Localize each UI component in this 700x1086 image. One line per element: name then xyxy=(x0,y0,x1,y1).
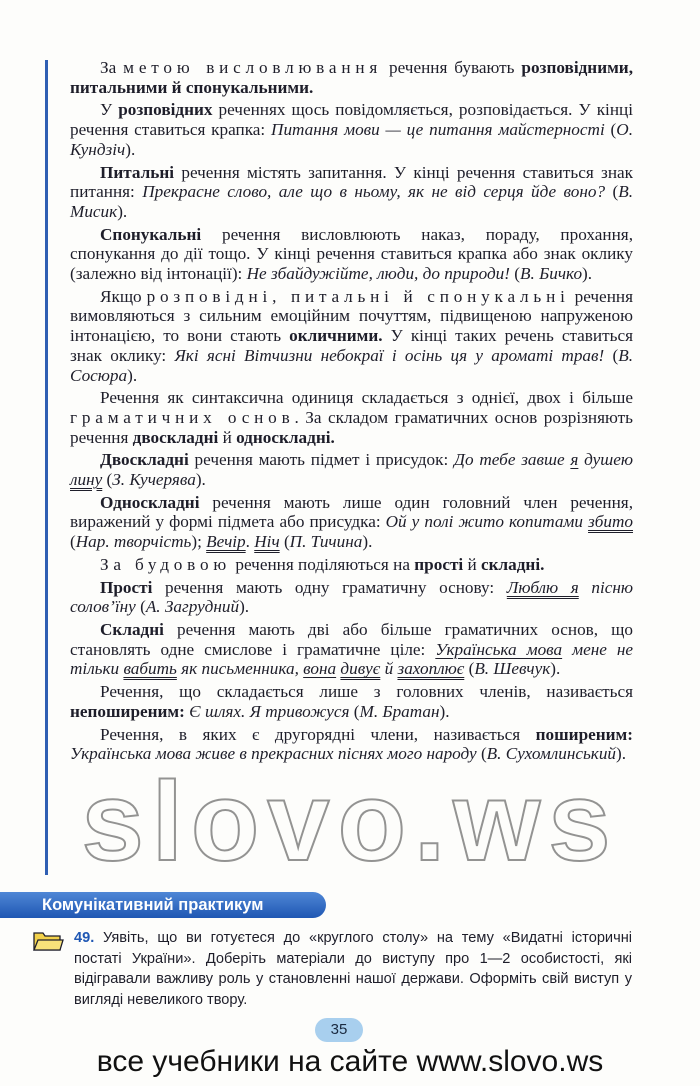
text-run: метою висловлювання xyxy=(123,58,383,77)
text-run: ). xyxy=(439,701,450,721)
footer-site-banner: все учебники на сайте www.slovo.ws xyxy=(96,1045,604,1078)
theory-paragraph xyxy=(70,287,633,386)
text-run: й xyxy=(218,427,237,447)
text-run: . За складом граматичних основ розрізняють речення xyxy=(70,407,633,447)
text-run: Якщо xyxy=(100,286,147,306)
text-run: дивує xyxy=(340,659,381,679)
text-run: А. Загрудний xyxy=(145,597,240,617)
text-run: речення висловлюють наказ, пораду, прохання, спонукання до дії тощо. У кінці речення ставиться крапка або знак оклику (залежно від інтонації): xyxy=(70,224,633,284)
text-run: захоплює xyxy=(397,659,465,679)
text-run: складні. xyxy=(480,554,545,574)
text-run: реченнях щось повідомляється, розповідається. У кінці речення ставиться крапка: xyxy=(70,100,633,140)
text-run: вабить xyxy=(123,659,177,679)
text-run: Українська мова живе в прекрасних піснях мого народу xyxy=(70,744,477,764)
text-run: двоскладні xyxy=(132,427,219,447)
text-run: як письменника, xyxy=(176,659,304,679)
text-run: За xyxy=(100,58,124,77)
theory-paragraph xyxy=(70,555,633,575)
text-run: речення вимовляються з сильним емоційним почуттям, підвищеною напруженою інтонацією, то вони стають xyxy=(70,286,633,346)
text-run: ( xyxy=(135,597,146,617)
theory-paragraph xyxy=(70,58,633,97)
text-run: У xyxy=(100,100,119,120)
text-run: граматичних основ xyxy=(70,407,295,427)
text-run: односкладні. xyxy=(236,427,335,447)
theory-paragraph xyxy=(70,450,633,489)
text-run: Прекрасне слово, але що в ньому, як не від серця йде воно? xyxy=(142,182,606,202)
theory-margin-bar xyxy=(45,60,48,875)
theory-paragraph xyxy=(70,578,633,617)
text-run: ). xyxy=(239,597,250,617)
text-run: О. Кундзіч xyxy=(70,120,633,159)
text-run: Речення, що складається лише з головних членів, називається xyxy=(100,682,633,702)
text-run: До тебе завше xyxy=(454,450,571,470)
text-run: ( xyxy=(349,701,360,721)
text-run: В. Мисик xyxy=(70,182,633,221)
text-run: Які ясні Вітчизни небокраї і осінь ця у ароматі трав! xyxy=(174,345,605,365)
text-run: Ой у полі жито копитами xyxy=(385,512,589,532)
text-run: Двоскладні xyxy=(100,450,189,470)
text-run: ( xyxy=(604,345,619,365)
text-run: речення мають одну граматичну основу: xyxy=(152,577,507,597)
text-run: непоширеним: xyxy=(70,701,185,721)
text-run: П. Тичина xyxy=(289,532,363,552)
theory-paragraph xyxy=(70,493,633,552)
theory-paragraph xyxy=(70,163,633,222)
text-run: душею xyxy=(578,450,633,470)
text-run: ( xyxy=(510,264,521,284)
text-run: й xyxy=(380,659,398,679)
text-run: . xyxy=(245,532,255,552)
text-run: Питання мови — це питання майстерності xyxy=(271,120,605,140)
text-run: ( xyxy=(102,470,113,490)
text-run: ). xyxy=(582,264,593,284)
text-run: ( xyxy=(279,532,290,552)
text-run: В. Шевчук xyxy=(474,659,551,679)
section-banner-title: Комунікативний практикум xyxy=(42,896,264,914)
folder-icon xyxy=(32,929,64,953)
text-run: Прості xyxy=(100,577,153,597)
text-run: лину xyxy=(70,470,103,490)
text-run: ( xyxy=(70,532,76,552)
text-run: речення мають дві або більше граматичних основ, що становлять одне смислове і граматичне ціле: xyxy=(70,619,633,659)
text-run: З. Кучерява xyxy=(112,470,196,490)
text-run: поширеним: xyxy=(535,724,633,744)
text-run: речення містять запитання. У кінці речення ставиться знак питання: xyxy=(70,162,633,202)
text-run: Є шлях. Я тривожуся xyxy=(189,701,350,721)
theory-paragraph xyxy=(70,100,633,159)
text-run: В. Сухомлинський xyxy=(486,744,617,764)
text-run: Питальні xyxy=(100,162,175,182)
text-run: Вечір xyxy=(206,532,246,552)
text-run: мене не тільки xyxy=(70,639,633,679)
text-run: ( xyxy=(604,120,617,140)
text-run: речення бувають xyxy=(382,58,522,77)
theory-paragraph xyxy=(70,682,633,721)
text-run: окличними. xyxy=(289,326,383,346)
theory-text xyxy=(70,58,633,764)
watermark: slovo.ws xyxy=(81,759,619,884)
text-run: ( xyxy=(476,744,487,764)
text-run: речення мають лише один головний член речення, виражений у формі підмета або присудка: xyxy=(70,492,633,532)
text-run: ( xyxy=(605,182,619,202)
text-run: Односкладні xyxy=(100,492,200,512)
theory-paragraph xyxy=(70,725,633,764)
text-run: Нар. творчість xyxy=(75,532,192,552)
text-run: ). xyxy=(616,744,627,764)
text-run: ( xyxy=(464,659,475,679)
section-banner xyxy=(0,892,326,918)
text-run: Не збайдужійте, люди, до природи! xyxy=(246,264,510,284)
text-run: ). xyxy=(125,139,136,159)
theory-paragraph xyxy=(70,620,633,679)
text-run: Ніч xyxy=(254,532,280,552)
text-run: В. Бичко xyxy=(520,264,583,284)
text-run: Речення як синтаксична одиниця складається з однієї, двох і більше xyxy=(100,388,633,408)
text-run: ). xyxy=(362,532,373,552)
text-run: збито xyxy=(588,512,633,532)
text-run: Українська мова xyxy=(435,639,563,659)
text-run: У кінці таких речень ставиться знак оклику: xyxy=(70,326,633,365)
theory-paragraph xyxy=(70,225,633,284)
text-run: Складні xyxy=(100,619,164,639)
text-run: розповідними, питальними й спонукальними. xyxy=(70,58,633,97)
text-run: Речення, в яких є другорядні члени, називається xyxy=(100,724,536,744)
text-run: я xyxy=(570,450,579,470)
text-run: За будовою xyxy=(100,554,232,574)
exercise-text: Уявіть, що ви готуєтеся до «круглого столу» на тему «Видатні історичні постаті України». Доберіть матеріали до виступу про 1—2 особистості, які відігравали важливу роль у становленні нашої держави. Оформіть свій виступ у вигляді невеликого твору. xyxy=(74,930,632,1008)
text-run: Люблю я xyxy=(506,577,579,597)
text-run: ). xyxy=(117,201,128,221)
text-run: ). xyxy=(127,365,138,385)
text-run: розповідні, питальні й спонукальні xyxy=(146,286,570,306)
text-run: й xyxy=(463,554,481,574)
text-run: М. Братан xyxy=(359,701,440,721)
text-run: речення поділяються на xyxy=(231,554,415,574)
text-run: Спонукальні xyxy=(100,224,202,244)
text-run: В. Сосюра xyxy=(70,345,633,385)
theory-paragraph xyxy=(70,388,633,447)
text-run: прості xyxy=(414,554,464,574)
text-run: речення мають підмет і присудок: xyxy=(188,450,455,470)
text-run: ); xyxy=(191,532,207,552)
exercise-number: 49. xyxy=(74,930,95,946)
text-run: розповідних xyxy=(118,100,213,120)
text-run: ). xyxy=(550,659,561,679)
text-run: пісню солов’їну xyxy=(70,577,633,617)
text-run: ). xyxy=(195,470,206,490)
text-run: вона xyxy=(303,659,337,679)
exercise-49 xyxy=(74,928,632,1010)
page-number: 35 xyxy=(315,1018,363,1042)
